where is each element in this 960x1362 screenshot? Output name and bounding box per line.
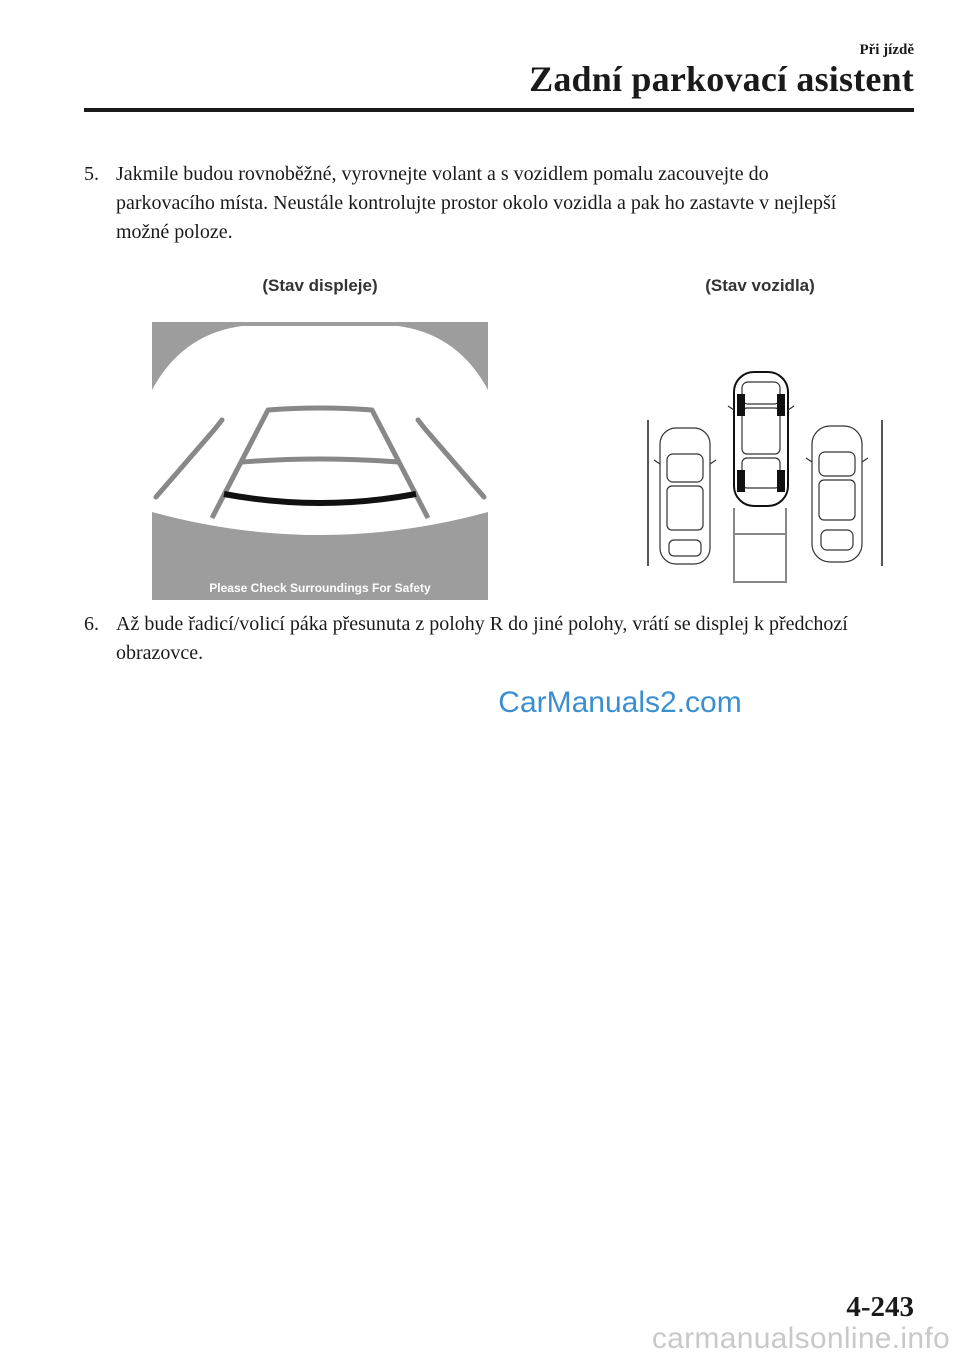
own-vehicle: [728, 372, 794, 506]
step-number: 6.: [84, 613, 99, 635]
footer-url: carmanualsonline.info: [651, 1322, 950, 1355]
parked-car-right: [806, 426, 868, 562]
vehicle-status-illustration: [642, 368, 890, 586]
vehicle-caption: (Stav vozidla): [705, 276, 815, 295]
page-number: 4-243: [846, 1291, 914, 1323]
wheel-front-right: [777, 394, 785, 416]
wheel-rear-right: [777, 470, 785, 492]
parked-car-left: [654, 428, 716, 564]
wheel-rear-left: [737, 470, 745, 492]
rear-camera-display-illustration: [152, 322, 488, 600]
watermark-logo: CarManuals2.com: [498, 686, 742, 719]
step-number: 5.: [84, 163, 99, 185]
step-text: Až bude řadicí/volicí páka přesunuta z polohy R do jiné polohy, vrátí se displej k předchozí obrazovce.: [116, 613, 848, 664]
step-6: [84, 610, 864, 668]
header-divider: [84, 108, 914, 112]
wheel-front-left: [737, 394, 745, 416]
display-caption: (Stav displeje): [262, 276, 378, 295]
display-warning-text: Please Check Surroundings For Safety: [209, 581, 431, 595]
section-header: Při jízdě: [859, 42, 914, 58]
step-5: [84, 160, 864, 247]
step-text: Jakmile budou rovnoběžné, vyrovnejte volant a s vozidlem pomalu zacouvejte do parkovacího místa. Neustále kontrolujte prostor okolo vozidla a pak ho zastavte v nejlepší možné poloze.: [116, 163, 837, 243]
page-title: Zadní parkovací asistent: [529, 59, 914, 99]
parking-space-outline: [734, 508, 786, 582]
